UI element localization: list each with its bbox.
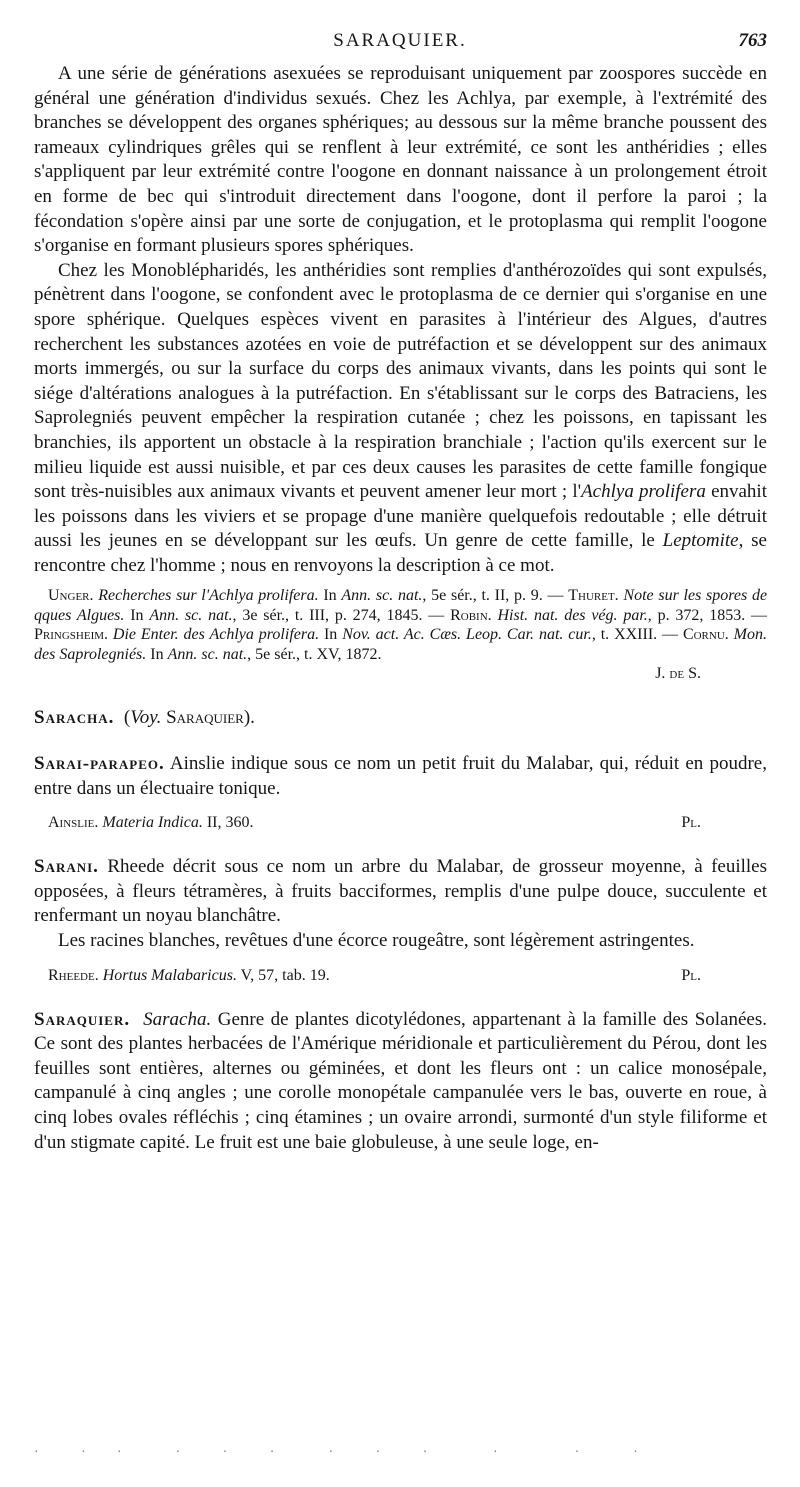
text-span: envahit les poissons dans les viviers et se propage d'une manière quelquefois redoutable ; elle détruit aussi les jeunes en se développant sur les œufs. Un genre de cette famille, le [34, 481, 767, 552]
entry-saraquier [34, 1008, 767, 1156]
ref-text: , t. XXIII. — [591, 626, 683, 644]
reference [48, 966, 330, 986]
ref-text: , 5e sér., t. XV, 1872. [247, 645, 382, 663]
ref-text: In [146, 645, 168, 663]
page-body [34, 62, 767, 1155]
latin-name: Saracha. [143, 1008, 212, 1030]
ref-author: Pringsheim. [34, 626, 109, 644]
entry-text-continued: Les racines blanches, revêtues d'une écorce rougeâtre, sont légèrement astringentes. [58, 930, 695, 952]
cross-reference: Saraquier [161, 706, 244, 728]
ref-text: II, 360. [202, 814, 254, 832]
entry-headword: Saraquier. [34, 1008, 131, 1030]
ref-text: In [319, 626, 343, 644]
entry-headword: Sarani. [34, 856, 99, 878]
entry-text: Rheede décrit sous ce nom un arbre du Malabar, de grosseur moyenne, à feuilles opposées, à fleurs tétramères, à fruits bacciformes, remplis d'une pulpe douce, succulente et renfermant un noyau blanchâtre. [34, 856, 767, 927]
author-signature: Pl. [681, 814, 701, 832]
bibliography-saprolegnies [34, 586, 767, 664]
ref-title: Hist. nat. des vég. par. [497, 606, 648, 624]
entry-sarani [34, 855, 767, 929]
text-span: Chez les Monoblépharidés, les anthéridies sont remplies d'anthérozoïdes qui sont expulsés, pénètrent dans l'oogone, se confondent avec le protoplasma de ce dernier qui s'organise en une spore sphérique. Quelques espèces vivent en parasites à l'intérieur des Algues, d'autres recherchent les substances azotées en voie de putréfaction et se développent sur des animaux morts immergés, ou sur la surface du corps des animaux vivants, dans les points qui sont le siége d'altérations analogues à la putréfaction. En s'établissant sur le corps des Batraciens, les Saprolegniés peuvent empêcher la respiration cutanée ; chez les poissons, en tapissant les branchies, ils apportent un obstacle à la respiration branchiale ; l'action qu'ils exercent sur le milieu liquide est aussi nuisible, et par ces deux causes les parasites de cette famille fongique sont très-nuisibles aux animaux vivants et peuvent amener leur mort ; l' [34, 259, 767, 503]
ref-author: Robin. [450, 606, 492, 624]
entry-text: Ainslie indique sous ce nom un petit fruit du Malabar, qui, réduit en poudre, entre dans un électuaire tonique. [34, 753, 767, 799]
ref-author: Unger. [48, 587, 94, 605]
ref-text: , 3e sér., t. III, p. 274, 1845. — [232, 606, 451, 624]
ref-title: Hortus Malabaricus. [102, 966, 237, 984]
ref-text: , p. 372, 1853. — [647, 606, 768, 624]
reference-line [34, 813, 767, 833]
running-head-title: SARAQUIER. [333, 30, 467, 51]
ref-journal: Ann. sc. nat. [167, 645, 248, 663]
reference-line [34, 966, 767, 986]
ref-text: In [124, 606, 150, 624]
ref-journal: Nov. act. Ac. Cæs. Leop. Car. nat. cur. [342, 626, 592, 644]
ref-author: Ainslie. [48, 814, 99, 832]
ref-text: V, 57, tab. 19. [236, 966, 330, 984]
bottom-specks: · · · · · · · · · · · · [34, 1445, 646, 1460]
ref-journal: Ann. sc. nat. [149, 606, 233, 624]
ref-title: Note sur les spores de qques Algues. [34, 587, 768, 624]
entry-headword: Saracha. [34, 706, 115, 728]
entry-headword: Sarai-parapeo. [34, 753, 165, 775]
reference [48, 813, 253, 833]
entry-text: Genre de plantes dicotylédones, appartenant à la famille des Solanées. Ce sont des plantes herbacées de l'Amérique méridionale et particulièrement du Pérou, dont les feuilles sont entières, alternes ou géminées, et dont les fleurs ont : un calice monosépale, campanulé à cinq angles ; une corolle monopétale campanulée vers le bas, ouverte en roue, à cinq lobes ovales réfléchis ; cinq étamines ; un ovaire arrondi, surmonté d'un style filiforme et d'un stigmate capité. Le fruit est une baie globuleuse, à une seule loge, en- [34, 1008, 767, 1153]
ref-title: Mon. des Saprolegniés. [34, 626, 767, 663]
ref-text: In [318, 587, 342, 605]
ref-title: Materia Indica. [102, 814, 203, 832]
text-span: , se rencontre chez l'homme ; nous en renvoyons la description à ce mot. [34, 530, 767, 576]
paragraph-oogone: A une série de générations asexuées se reproduisant uniquement par zoospores succède en général une génération d'individus sexués. Chez les Achlya, par exemple, à l'extrémité des branches se développent des organes sphériques; au dessous sur la même branche poussent des rameaux cylindriques grêles qui se renflent à leur extrémité, ce sont les anthéridies ; elles s'appliquent par leur extrémité contre l'oogone en donnant naissance à un prolongement étroit en forme de bec qui s'introduit directement dans l'oogone, dont il perfore la paroi ; la fécondation s'opère ainsi par une sorte de conjugation, et le protoplasma qui remplit l'oogone s'organise en formant plusieurs spores sphériques. [34, 63, 767, 257]
ref-author: Cornu. [682, 626, 729, 644]
genus-name: Leptomite [662, 530, 739, 552]
ref-journal: Ann. sc. nat. [341, 587, 423, 605]
see-also-abbr: Voy. [130, 706, 162, 728]
species-name: Achlya prolifera [581, 481, 706, 503]
ref-title: Recherches sur l'Achlya prolifera. [98, 587, 319, 605]
entry-saracha [34, 706, 767, 731]
author-signature: Pl. [681, 966, 701, 984]
running-head [0, 30, 800, 56]
ref-text: , 5e sér., t. II, p. 9. — [422, 587, 569, 605]
paragraph-monoblepharides [34, 259, 767, 579]
page-number: 763 [738, 30, 767, 51]
ref-author: Thuret. [568, 587, 619, 605]
ref-author: Rheede. [48, 966, 99, 984]
ref-title: Die Enter. des Achlya prolifera. [112, 626, 320, 644]
paren: ( [123, 706, 131, 728]
paren: ). [243, 706, 255, 728]
entry-sarai-parapeo [34, 752, 767, 801]
author-signature: J. de S. [655, 665, 701, 683]
